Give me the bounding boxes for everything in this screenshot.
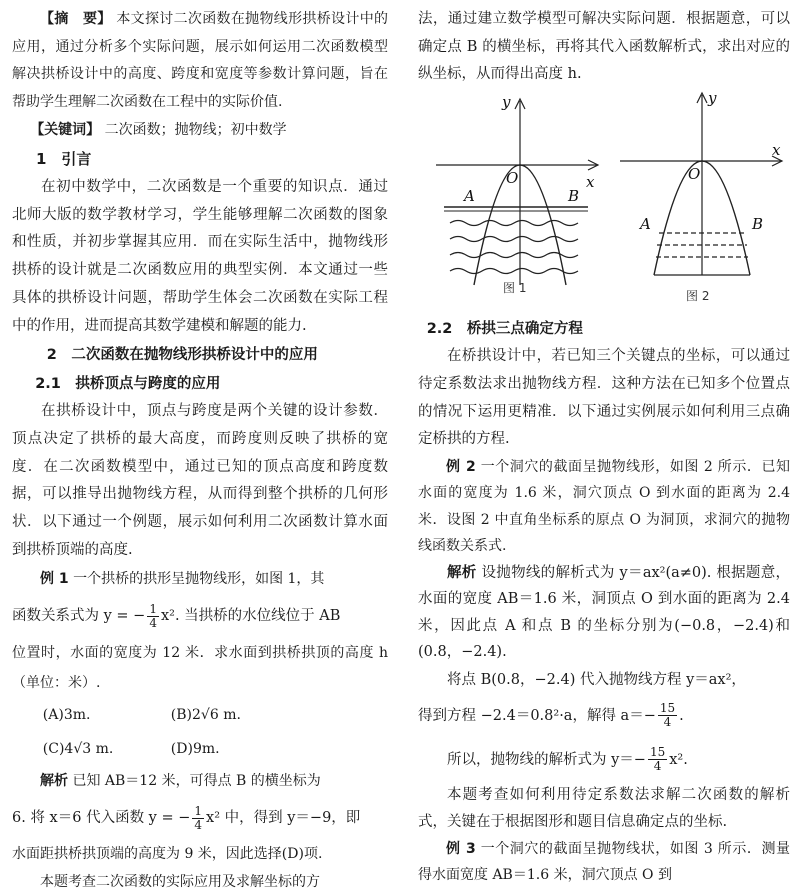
figure-2-label-x: x [772,141,781,160]
solution-2-text-f: 本题考查如何利用待定系数法求解二次函数的解析式，关键在于根据图形和题目信息确定点的坐标. [418,786,790,830]
solution-1 [12,766,388,896]
example-1-label: 例 1 [40,571,69,588]
figure-1-label-o: O [506,169,519,188]
keywords [12,116,388,144]
solution-2-fraction-2: $\frac{15}{4}$ [649,745,666,774]
example-1-options [12,698,388,766]
solution-1-text-e: 本题考查二次函数的实际应用及求解坐标的方 [40,874,320,891]
section-2-1-heading: 2.1 拱桥顶点与跨度的应用 [35,376,221,393]
right-top-text: 法，通过建立数学模型可解决实际问题．根据题意，可以确定点 B 的横坐标，再将其代入函数解析式，求出对应的纵坐标，从而得出高度 h. [418,11,790,83]
option-d: (D)9m. [170,741,220,758]
solution-2-fraction-1: $\frac{15}{4}$ [659,701,676,730]
option-c: (C)4√3 m. [42,741,114,758]
example-2-text: 一个洞穴的截面呈抛物线形，如图 2 所示．已知水面的宽度为 1.6 米，洞穴顶点 O 到水面的距离为 2.4 米．设图 2 中直角坐标系的原点 O 为洞顶，求洞穴的抛物线函数关系式. [418,458,790,555]
figure-1-label-x: x [586,173,595,192]
example-1-fraction: $\frac{1}{4}$ [149,601,157,630]
abstract-label: 【摘 要】 [40,11,112,27]
example-1 [12,564,388,766]
section-1-body: 在初中数学中，二次函数是一个重要的知识点．通过北师大版的数学教材学习，学生能够理解二次函数的图象和性质，并初步掌握其应用．而在实际生活中，抛物线形拱桥的设计就是二次函数应用的典型实例．本文通过一些具体的拱桥设计问题，帮助学生体会二次函数在实际工程中的作用，进而提高其数学建模和解题的能力. [12,179,388,334]
solution-1-fraction: $\frac{1}{4}$ [194,803,203,832]
example-3-text: 一个洞穴的截面呈抛物线状，如图 3 所示．测量得水面宽度 AB＝1.6 米，洞穴顶点 O 到 [418,840,790,884]
solution-1-text-b: 6. 将 x＝6 代入函数 y = − [12,810,191,827]
figure-2-label-o: O [688,165,701,184]
option-b: (B)2√6 m. [170,707,241,724]
example-1-text-b: 函数关系式为 y = − [12,608,146,625]
figures-row [418,89,790,304]
figure-2 [610,89,790,289]
solution-1-text-c: x² 中，得到 y＝−9，即 [206,810,361,827]
example-3-label: 例 3 [446,840,476,857]
left-column [12,6,388,896]
solution-2-text-d: 所以，抛物线的解析式为 y＝− [447,751,646,768]
solution-2-text-c: 得到方程 −2.4＝0.8²·a，解得 a＝− [418,707,656,724]
figure-2-label-a: A [640,215,651,234]
example-1-text-d: 位置时，水面的宽度为 12 米．求水面到拱桥拱顶的高度 h（单位：米）. [12,645,388,692]
example-1-text-c: x². 当拱桥的水位线位于 AB [160,608,341,625]
abstract [12,6,388,116]
solution-1-text-a: 已知 AB＝12 米，可得点 B 的横坐标为 [72,773,321,790]
keywords-text: 二次函数；抛物线；初中数学 [104,122,287,138]
example-2-label: 例 2 [446,458,476,475]
solution-2-label: 解析 [447,564,477,581]
figure-1 [428,95,608,295]
abstract-text: 本文探讨二次函数在抛物线形拱桥设计中的应用，通过分析多个实际问题，展示如何运用二次函数模型解决拱桥设计中的高度、跨度和宽度等参数计算问题，旨在帮助学生理解二次函数在工程中的实际价值. [12,11,389,110]
figure-1-waves [450,221,578,274]
figure-1-label-b: B [568,187,580,206]
figure-2-caption: 图 2 [686,289,710,304]
figure-2-label-y: y [708,89,717,108]
option-a: (A)3m. [42,707,91,724]
figure-1-caption: 图 1 [503,281,527,296]
figure-1-label-a: A [464,187,475,206]
solution-2: 解析 设抛物线的解析式为 y＝ax²(a≠0). 根据题意，水面的宽度 AB＝1.6 米，洞顶点 O 到水面的距离为 2.4 米，因此点 A 和点 B 的坐标分别为(−0.8，−2.4)和(0.8，−2.4). 将点 B(0.8，−2.4) 代入抛物线方程 y＝ax²， 得到方程 −2.4＝0.8²·a，解得 a＝− $\frac{15}{4}$ . 所以，抛物线的解析式为 y＝− $\frac{15}{4}$ x². 本题考查如何利用待定系数法求解二次函数的解析式，关键在于根据图形和题目信息确定点的坐标. [418,560,790,836]
figure-1-label-y: y [502,95,511,112]
section-2-2-body: 在桥拱设计中，若已知三个关键点的坐标，可以通过待定系数法求出抛物线方程．这种方法在已知多个位置点的情况下运用更精准．以下通过实例展示如何利用三点确定桥拱的方程. [418,348,790,448]
solution-1-label: 解析 [40,773,68,790]
keywords-label: 【关键词】 [30,122,101,138]
example-1-text-a: 一个拱桥的拱形呈抛物线形，如图 1，其 [73,571,325,588]
section-2-2-heading: 2.2 桥拱三点确定方程 [426,321,583,338]
solution-2-text-a: 设抛物线的解析式为 y＝ax²(a≠0). 根据题意，水面的宽度 AB＝1.6 米，洞顶点 O 到水面的距离为 2.4 米，因此点 A 和点 B 的坐标分别为(−0.8，−2.4)和(0.8，−2.4). [418,564,790,661]
section-1-heading: 1 引言 [36,150,92,168]
solution-1-text-d: 水面距拱桥拱顶端的高度为 9 米，因此选择(D)项. [12,846,323,863]
figure-2-label-b: B [752,215,764,234]
example-3 [418,836,790,889]
example-2 [418,454,790,560]
solution-2-text-e: x². [669,751,688,768]
right-column [418,6,790,889]
solution-2-text-b: 将点 B(0.8，−2.4) 代入抛物线方程 y＝ax²， [447,671,746,688]
section-2-1-body: 在拱桥设计中，顶点与跨度是两个关键的设计参数．顶点决定了拱桥的最大高度，而跨度则反映了拱桥的宽度．在二次函数模型中，通过已知的顶点高度和跨度数据，可以推导出抛物线方程，从而得到整个拱桥的几何形状．以下通过一个例题，展示如何利用二次函数计算水面到拱桥顶端的高度. [12,403,388,558]
section-2-heading: 2 二次函数在抛物线形拱桥设计中的应用 [46,347,318,364]
